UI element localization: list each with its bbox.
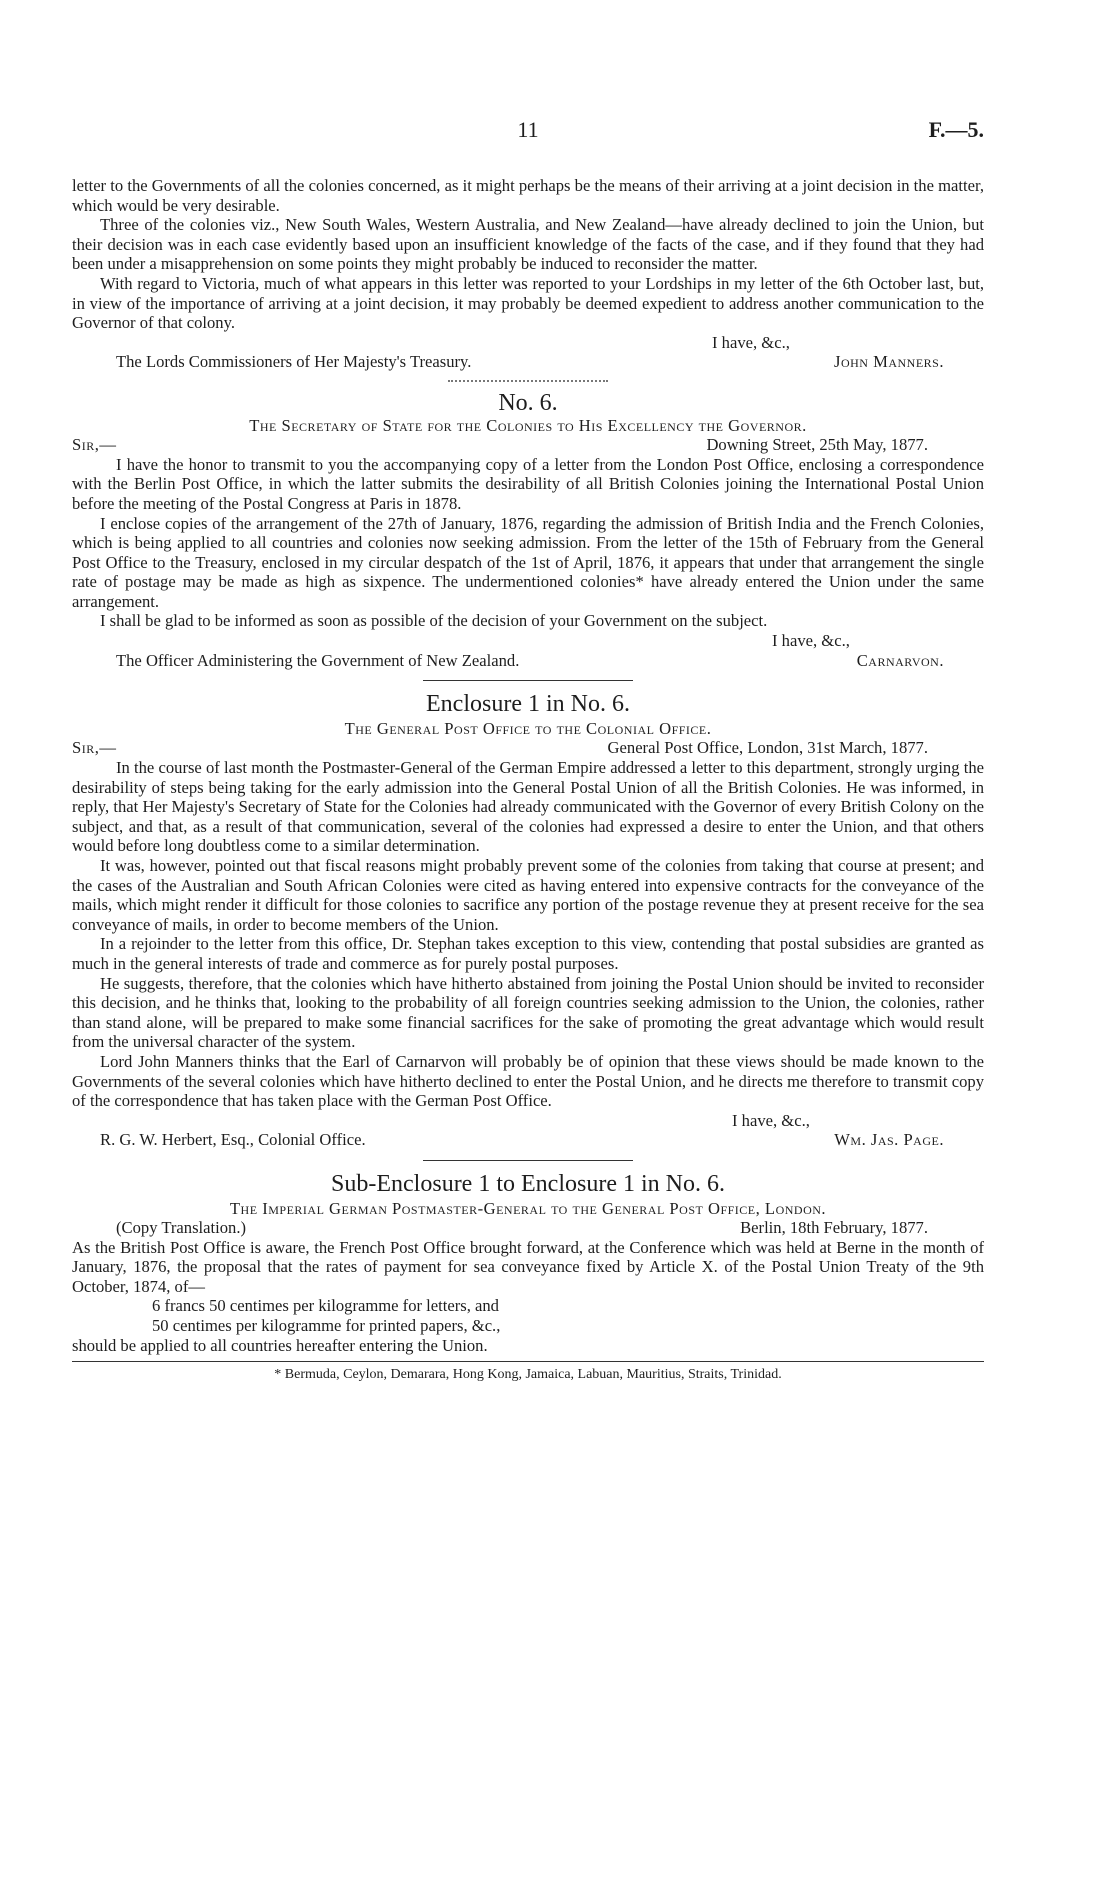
enclosure1-addressee: R. G. W. Herbert, Esq., Colonial Office. — [100, 1130, 366, 1150]
enclosure1-paragraph-5: Lord John Manners thinks that the Earl of Carnarvon will probably be of opinion that these views should be made known to the Governments of the several colonies which have hitherto declined to enter the Postal Union, and he directs me therefore to transmit copy of the correspondence that has taken place with the German Post Office. — [72, 1051, 984, 1111]
footnote-rule — [72, 1361, 984, 1362]
no6-closing: I have, &c., — [772, 631, 850, 651]
sub-enclosure-place-date: Berlin, 18th February, 1877. — [740, 1218, 928, 1238]
no6-signature: Carnarvon. — [856, 650, 944, 670]
sub-enclosure-from-line: The Imperial German Postmaster-General to the General Post Office, London. — [229, 1198, 827, 1218]
enclosure1-paragraph-3: In a rejoinder to the letter from this office, Dr. Stephan takes exception to this view, contending that postal subsidies are granted as much in the general interests of trade and commerce as for purely postal purposes. — [72, 934, 984, 973]
sub-enclosure-paragraph-2: should be applied to all countries hereafter entering the Union. — [72, 1335, 488, 1355]
intro-signature: John Manners. — [833, 352, 944, 372]
enclosure1-paragraph-2: It was, however, pointed out that fiscal reasons might probably prevent some of the colonies from taking that course at present; and the cases of the Australian and South African Colonies were cited as having entered into expensive contracts for the conveyance of the mails, which might render it difficult for those colonies to sacrifice any portion of the postage revenue they at present receive for the sea conveyance of mails, in order to become members of the Union. — [72, 856, 984, 934]
enclosure1-from-line: The General Post Office to the Colonial Office. — [344, 718, 712, 738]
no6-place-date: Downing Street, 25th May, 1877. — [706, 435, 928, 455]
document-reference: F.—5. — [928, 117, 984, 142]
no6-from-line: The Secretary of State for the Colonies to His Excellency the Governor. — [249, 415, 807, 435]
intro-closing: I have, &c., — [712, 332, 790, 352]
no6-heading: No. 6. — [498, 389, 558, 416]
enclosure1-salutation: Sir,— — [72, 738, 117, 758]
section-divider — [423, 680, 633, 681]
sub-enclosure-list-item: 50 centimes per kilogramme for printed papers, &c., — [152, 1316, 501, 1336]
enclosure1-salutation-row — [72, 738, 984, 758]
no6-paragraph-1: I have the honor to transmit to you the accompanying copy of a letter from the London Post Office, enclosing a correspondence with the Berlin Post Office, in which the latter submits the desirability of all British Colonies joining the International Postal Union before the meeting of the Postal Congress at Paris in 1878. — [72, 454, 984, 513]
no6-salutation: Sir,— — [72, 435, 117, 455]
footnote: * Bermuda, Ceylon, Demarara, Hong Kong, Jamaica, Labuan, Mauritius, Straits, Trinidad. — [274, 1367, 782, 1383]
page-number: 11 — [517, 117, 539, 142]
section-divider — [423, 1160, 633, 1161]
sub-enclosure-note: (Copy Translation.) — [116, 1218, 246, 1238]
enclosure1-signoff-row — [72, 1130, 984, 1150]
intro-paragraph-2: Three of the colonies viz., New South Wales, Western Australia, and New Zealand—have already declined to join the Union, but their decision was in each case evidently based upon an insufficient knowledge of the facts of the case, and if they found that they had been under a misapprehension on some points they might probably be induced to reconsider the matter. — [72, 215, 984, 274]
sub-enclosure-list-item: 6 francs 50 centimes per kilogramme for letters, and — [152, 1296, 499, 1316]
no6-paragraph-2: I enclose copies of the arrangement of the 27th of January, 1876, regarding the admission of British India and the French Colonies, which is being applied to all countries and colonies now seeking admission. From the letter of the 15th of February from the General Post Office to the Treasury, enclosed in my circular despatch of the 1st of April, 1876, it appears that under that arrangement the single rate of postage may be made as high as sixpence. The undermentioned colonies* have already entered the Union under the same arrangement. — [72, 513, 984, 611]
document-body — [72, 176, 984, 1383]
enclosure1-heading: Enclosure 1 in No. 6. — [426, 691, 630, 718]
enclosure1-paragraph-1: In the course of last month the Postmaster-General of the German Empire addressed a letter to this department, strongly urging the desirability of steps being taking for the early admission into the General Postal Union of all the British Colonies. He was informed, in reply, that Her Majesty's Secretary of State for the Colonies had already communicated with the Governor of every British Colony on the subject, and that, as a result of that communication, several of the colonies had expressed a desire to enter the Union, and that others would before long doubtless come to a similar determination. — [72, 758, 984, 856]
no6-paragraph-3: I shall be glad to be informed as soon as possible of the decision of your Government on the subject. — [100, 611, 768, 631]
section-divider — [448, 380, 608, 382]
enclosure1-signature: Wm. Jas. Page. — [834, 1130, 944, 1150]
no6-addressee: The Officer Administering the Government of New Zealand. — [116, 650, 520, 670]
intro-paragraph-1: letter to the Governments of all the colonies concerned, as it might perhaps be the means of their arriving at a joint decision in the matter, which would be very desirable. — [72, 176, 984, 215]
sub-enclosure-note-row — [72, 1218, 984, 1238]
enclosure1-closing: I have, &c., — [732, 1110, 810, 1130]
enclosure1-paragraph-4: He suggests, therefore, that the colonies which have hitherto abstained from joining the Postal Union should be invited to reconsider this decision, and he thinks that, looking to the probability of all foreign countries seeking admission to the Union, the colonies, rather than stand alone, will be prepared to make some financial sacrifices for the sake of promoting the great advantage which would result from the universal character of the system. — [72, 973, 984, 1052]
intro-addressee: The Lords Commissioners of Her Majesty's Treasury. — [116, 352, 472, 372]
sub-enclosure-heading: Sub-Enclosure 1 to Enclosure 1 in No. 6. — [331, 1170, 725, 1197]
enclosure1-place-date: General Post Office, London, 31st March, 1877. — [607, 738, 928, 758]
no6-salutation-row — [72, 435, 984, 455]
page-header — [72, 118, 984, 148]
intro-signoff-row — [72, 352, 984, 372]
intro-paragraph-3: With regard to Victoria, much of what appears in this letter was reported to your Lordships in my letter of the 6th October last, but, in view of the importance of arriving at a joint decision, it may probably be deemed expedient to address another communication to the Governor of that colony. — [72, 273, 984, 333]
no6-signoff-row — [72, 651, 984, 671]
sub-enclosure-paragraph-1: As the British Post Office is aware, the French Post Office brought forward, at the Conference which was held at Berne in the month of January, 1876, the proposal that the rates of payment for sea conveyance fixed by Article X. of the Postal Union Treaty of the 9th October, 1874, of— — [72, 1237, 984, 1296]
